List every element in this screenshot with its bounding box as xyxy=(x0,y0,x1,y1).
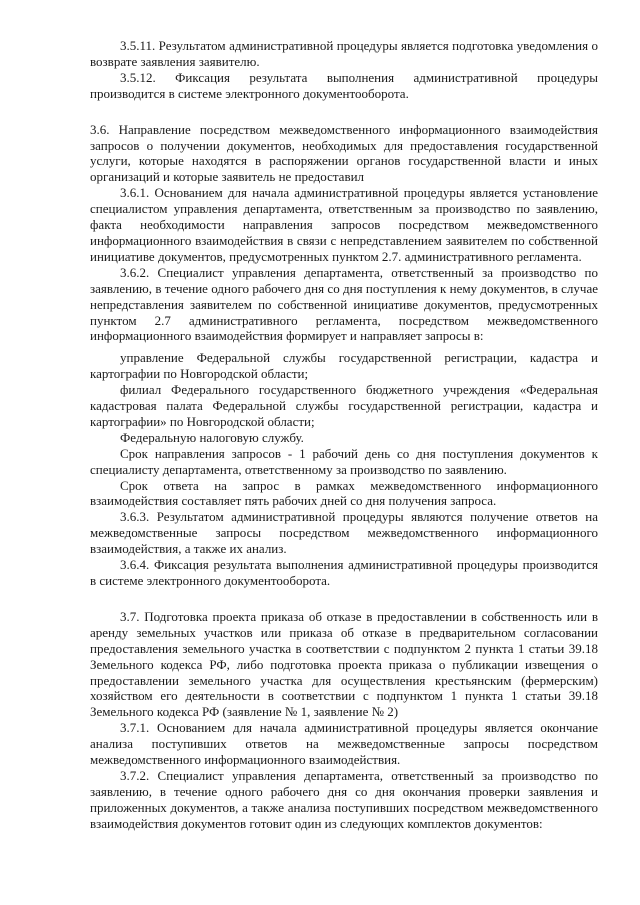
paragraph-3-7-2: 3.7.2. Специалист управления департамента, ответственный за производство по заявлению, в течение одного рабочего дня со дня окончания проверки заявления и приложенных документов, а также анализа поступивших посредством межведомственного взаимодействия документов готовит один из следующих комплектов документов: xyxy=(90,767,598,831)
paragraph-3-5-12-line xyxy=(90,70,598,86)
word: результата xyxy=(249,69,308,85)
paragraph-3-6-2: 3.6.2. Специалист управления департамента, ответственный за производство по заявлению, в течение одного рабочего дня со дня поступления к нему документов, в случае непредставления заявителем по собственной инициативе документов, предусмотренных пунктом 2.7 административного регламента, посредством межведомственного информационного взаимодействия формирует и направляет запросы в: xyxy=(90,264,598,344)
word: процедуры xyxy=(537,69,598,85)
paragraph-3-5-12-rest: производится в системе электронного документооборота. xyxy=(90,85,409,101)
paragraph-deadline: Срок направления запросов - 1 рабочий день со дня поступления документов к специалисту департамента, ответственному за производство по заявлению. xyxy=(90,445,598,477)
paragraph-3-7-1: 3.7.1. Основанием для начала административной процедуры является окончание анализа поступивших ответов на межведомственные запросы посредством межведомственного информационного взаимодействия. xyxy=(90,720,598,768)
list-item: филиал Федерального государственного бюджетного учреждения «Федеральная кадастровая палата Федеральной службы государственной регистрации, кадастра и картографии» по Новгородской области; xyxy=(90,382,598,429)
section-3-6-heading: 3.6. Направление посредством межведомственного информационного взаимодействия запросов о получении документов, необходимых для предоставления государственной услуги, которые находятся в распоряжении органов государственной власти и иных организаций и которые заявитель не предоставил xyxy=(90,121,598,185)
paragraph-3-6-3: 3.6.3. Результатом административной процедуры являются получение ответов на межведомственные запросы посредством межведомственного информационного взаимодействия, а также их анализ. xyxy=(90,509,598,557)
paragraph-response-time: Срок ответа на запрос в рамках межведомственного информационного взаимодействия составляет пять рабочих дней со дня получения запроса. xyxy=(90,477,598,509)
word: административной xyxy=(413,69,518,85)
list-item: управление Федеральной службы государственной регистрации, кадастра и картографии по Новгородской области; xyxy=(90,350,598,382)
section-3-7-heading: 3.7. Подготовка проекта приказа об отказе в предоставлении в собственность или в аренду земельных участков или приказа об отказе в предварительном согласовании предоставления земельного участка в соответствии с подпунктом 2 пункта 1 статьи 39.18 Земельного кодекса РФ, либо подготовка проекта приказа о публикации извещения о предоставлении земельного участка для осуществления крестьянским (фермерским) хозяйством его деятельности в соответствии с подпунктом 1 пункта 1 статьи 39.18 Земельного кодекса РФ (заявление № 1, заявление № 2) xyxy=(90,608,598,720)
paragraph-3-6-1: 3.6.1. Основанием для начала административной процедуры является установление специалистом управления департамента, ответственным за производство по заявлению, факта необходимости направления запросов посредством межведомственного информационного взаимодействия в связи с непредставлением заявителем по собственной инициативе документов, предусмотренных пунктом 2.7. административного регламента. xyxy=(90,185,598,264)
word: 3.5.12. xyxy=(120,69,156,85)
list-item: Федеральную налоговую службу. xyxy=(120,429,304,445)
paragraph-3-6-4: 3.6.4. Фиксация результата выполнения административной процедуры производится в системе электронного документооборота. xyxy=(90,557,598,588)
word: Фиксация xyxy=(175,69,230,85)
word: выполнения xyxy=(326,69,395,85)
paragraph-3-5-11: 3.5.11. Результатом административной процедуры является подготовка уведомления о возврате заявления заявителю. xyxy=(90,38,598,69)
document-page xyxy=(90,38,598,832)
